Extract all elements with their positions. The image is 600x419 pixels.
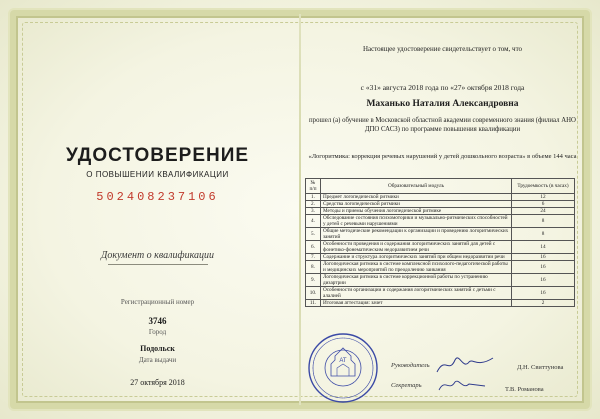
table-cell-hours: 14 — [512, 241, 575, 254]
table-cell-name: Логопедическая ритмика в системе комплексной психолого-педагогической работы и медицинских мероприятий по преодолению заикания — [321, 261, 512, 274]
reg-number: 3746 — [148, 316, 167, 326]
column-header: Образовательный модуль — [321, 179, 512, 194]
official-seal — [307, 332, 379, 404]
table-cell-name: Логопедическая ритмика в системе коррекционной работы по устранению дизартрии — [321, 274, 512, 287]
divider — [108, 264, 208, 265]
table-row — [306, 215, 575, 228]
table-cell-hours: 2 — [512, 300, 575, 307]
table-cell-hours: 6 — [512, 201, 575, 208]
document-type: Документ о квалификации — [100, 250, 215, 261]
table-cell-n: 9. — [306, 274, 321, 287]
column-header: № п/п — [306, 179, 321, 194]
left-page — [20, 20, 295, 400]
table-row — [306, 274, 575, 287]
program-name: «Логоритмика: коррекция речевых нарушений у детей дошкольного возраста» в объеме 144 часа — [308, 153, 577, 160]
table-cell-n: 4. — [306, 215, 321, 228]
city: Подольск — [140, 344, 175, 353]
table-cell-hours: 16 — [512, 254, 575, 261]
page-fold — [299, 14, 301, 405]
table-row — [306, 241, 575, 254]
holder-name: Маханько Наталия Александровна — [366, 99, 519, 109]
table-cell-hours: 16 — [512, 274, 575, 287]
table-cell-hours: 16 — [512, 261, 575, 274]
column-header: Трудоемкость (в часах) — [512, 179, 575, 194]
head-signature — [435, 352, 495, 376]
issue-date-label: Дата выдачи — [138, 356, 177, 364]
secretary-name: Т.В. Романова — [505, 386, 544, 393]
reg-number-label: Регистрационный номер — [120, 298, 195, 306]
table-header-row — [306, 179, 575, 194]
modules-table — [305, 178, 575, 307]
table-cell-name: Методы и приемы обучения логопедической ритмике — [321, 208, 512, 215]
table-cell-name: Общие методические рекомендации к организации и проведению логоритмических занятий — [321, 228, 512, 241]
table-row — [306, 194, 575, 201]
secretary-label: Секретарь — [391, 382, 422, 389]
table-cell-n: 10. — [306, 287, 321, 300]
certificate-subtitle: О ПОВЫШЕНИИ КВАЛИФИКАЦИИ — [86, 170, 229, 179]
table-row — [306, 228, 575, 241]
right-page — [305, 20, 580, 400]
seal-center-text: АТ — [339, 358, 347, 364]
table-cell-hours: 24 — [512, 208, 575, 215]
table-row — [306, 287, 575, 300]
table-cell-n: 8. — [306, 261, 321, 274]
table-row — [306, 201, 575, 208]
table-row — [306, 261, 575, 274]
study-statement: прошел (а) обучение в Московской областной академии современного знания (филиал АНО ДПО САСЗ) по программе повышения квалификации — [309, 117, 576, 133]
study-period: с «31» августа 2018 года по «27» октября 2018 года — [360, 83, 525, 92]
table-cell-hours: 8 — [512, 215, 575, 228]
secretary-signature — [437, 376, 487, 394]
table-cell-n: 11. — [306, 300, 321, 307]
city-label: Город — [148, 328, 167, 336]
table-cell-hours: 8 — [512, 228, 575, 241]
table-cell-n: 2. — [306, 201, 321, 208]
table-cell-hours: 12 — [512, 194, 575, 201]
certificate-title: УДОСТОВЕРЕНИЕ — [65, 145, 250, 166]
table-cell-n: 5. — [306, 228, 321, 241]
head-label: Руководитель — [391, 362, 430, 369]
table-cell-name: Итоговая аттестация: зачет — [321, 300, 512, 307]
table-cell-name: Обследование состояния психомоторики и музыкально-ритмических способностей у детей с речевыми нарушениями — [321, 215, 512, 228]
table-cell-name: Содержание и структура логоритмических занятий при общем недоразвитии речи — [321, 254, 512, 261]
table-cell-hours: 16 — [512, 287, 575, 300]
table-cell-name: Особенности проведения и содержания логоритмических занятий для детей с фонетико-фонематическим недоразвитием речи — [321, 241, 512, 254]
table-row — [306, 254, 575, 261]
head-name: Д.Н. Свиттунова — [517, 364, 564, 371]
table-cell-n: 3. — [306, 208, 321, 215]
serial-number: 502408237106 — [96, 190, 219, 204]
table-cell-n: 7. — [306, 254, 321, 261]
table-cell-n: 1. — [306, 194, 321, 201]
table-cell-name: Особенности организации и содержания логоритмических занятий с детьми с алалией — [321, 287, 512, 300]
table-row — [306, 300, 575, 307]
table-cell-n: 6. — [306, 241, 321, 254]
issue-date: 27 октября 2018 — [130, 378, 185, 387]
intro-text: Настоящее удостоверение свидетельствует о том, что — [362, 45, 523, 53]
table-cell-name: Предмет логопедической ритмики — [321, 194, 512, 201]
table-cell-name: Средства логопедической ритмики — [321, 201, 512, 208]
table-row — [306, 208, 575, 215]
